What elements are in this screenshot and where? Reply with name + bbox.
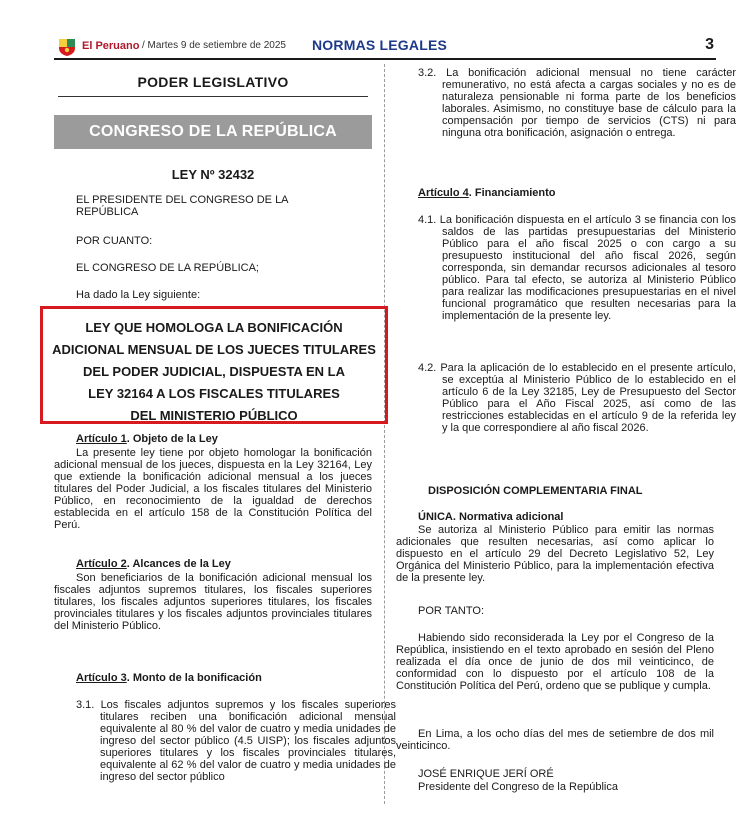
habiendo-text: Habiendo sido reconsiderada la Ley por el Congreso de la República, insistiendo en el texto aprobado en sesión del Pleno realizada el día once de junio de dos mil veinticinco, de conformidad con lo dispuesto por el artículo 108 de la Constitución Política del Perú, ordeno que se publique y cumpla. [396, 632, 714, 692]
article-4-title: . Financiamiento [468, 187, 556, 199]
article-2-text: Son beneficiarios de la bonificación adicional mensual los fiscales adjuntos supremos titulares, los fiscales superiores titulares, los fiscales adjuntos superiores titulares, los fiscales provinciales titulares y los fiscales adjuntos provinciales titulares del Ministerio Público. [54, 572, 372, 632]
page-header [54, 36, 716, 60]
article-2-label: Artículo 2 [76, 558, 127, 570]
por-cuanto: POR CUANTO: [76, 235, 153, 247]
article-2-title: . Alcances de la Ley [126, 558, 231, 570]
article-4-label: Artículo 4 [418, 187, 469, 199]
poder-legislativo-heading: PODER LEGISLATIVO [58, 64, 368, 97]
law-number: LEY Nº 32432 [171, 167, 255, 182]
article-2-heading [76, 558, 231, 570]
article-3-title: . Monto de la bonificación [126, 672, 262, 684]
disposicion-heading: DISPOSICIÓN COMPLEMENTARIA FINAL [428, 485, 643, 497]
law-title-line: LEY QUE HOMOLOGA LA BONIFICACIÓN [85, 320, 343, 335]
article-3-heading [76, 672, 262, 684]
ha-dado: Ha dado la Ley siguiente: [76, 289, 201, 301]
unica-text: Se autoriza al Ministerio Público para emitir las normas adicionales que resulten necesarias, así como aplicar lo dispuesto en el artículo 29 del Decreto Legislativo 52, Ley Orgánica del Ministerio Público, para la implementación efectiva de la presente ley. [396, 524, 714, 584]
presidente-line: EL PRESIDENTE DEL CONGRESO DE LA REPÚBLICA [76, 194, 288, 218]
article-1-heading [76, 433, 218, 445]
article-4-1-text: 4.1. La bonificación dispuesta en el artículo 3 se financia con los saldos de las partidas presupuestarias del Ministerio Público para el año fiscal 2025 o con cargo a su presupuesto institucional del año fiscal 2026, según corresponda, sin demandar recursos adicionales al tesoro público. Para tal efecto, se autoriza al Ministerio Público para realizar las modificaciones presupuestarias en el nivel funcional programático que resulten necesarias para la implementación de la presente ley. [418, 214, 736, 322]
law-title [43, 317, 385, 427]
article-1-label: Artículo 1 [76, 433, 127, 445]
article-1-title: . Objeto de la Ley [126, 433, 218, 445]
law-title-line: DEL PODER JUDICIAL, DISPUESTA EN LA [83, 364, 345, 379]
article-3-2-text: 3.2. La bonificación adicional mensual no tiene carácter remunerativo, no está afecta a cargas sociales y no es de naturaleza pensionable ni forma parte de los beneficios laborales. Asimismo, no constituye base de cálculo para la compensación por tiempo de servicios (CTS) ni para ninguna otra bonificación, asignación o entrega. [418, 67, 736, 139]
congreso-band: CONGRESO DE LA REPÚBLICA [54, 115, 372, 149]
issue-date: / Martes 9 de setiembre de 2025 [142, 40, 286, 51]
page-number: 3 [705, 36, 714, 53]
article-1-text: La presente ley tiene por objeto homologar la bonificación adicional mensual de los jueces, dispuesta en la Ley 32164, Ley que extiende la bonificación adicional mensual a los jueces titulares del Poder Judicial, a los fiscales titulares del Ministerio Público, en reconocimiento de la igualdad de derechos establecida en el artículo 158 de la Constitución Política del Perú. [54, 447, 372, 531]
law-title-line: DEL MINISTERIO PÚBLICO [130, 408, 298, 423]
law-title-line: LEY 32164 A LOS FISCALES TITULARES [88, 386, 340, 401]
article-4-heading [418, 187, 556, 199]
lima-text: En Lima, a los ocho días del mes de setiembre de dos mil veinticinco. [396, 728, 714, 752]
signatory-name: JOSÉ ENRIQUE JERÍ ORÉ [418, 768, 554, 780]
peru-coat-of-arms-icon [56, 37, 78, 57]
article-4-2-text: 4.2. Para la aplicación de lo establecido en el presente artículo, se exceptúa al Ministerio Público de lo establecido en el artículo 6 de la Ley 32185, Ley de Presupuesto del Sector Público para el Año Fiscal 2025, así como de las restricciones establecidas en el artículo 9 de la referida ley y la que correspondiere al año fiscal 2026. [418, 362, 736, 434]
por-tanto: POR TANTO: [418, 605, 485, 617]
article-3-1-text: 3.1. Los fiscales adjuntos supremos y los fiscales superiores titulares reciben una bonificación adicional mensual equivalente al 80 % del valor de cuatro y media unidades de ingreso del sector público (4.5 UISP); los fiscales adjuntos superiores titulares y los fiscales provinciales titulares, equivalente al 62 % del valor de cuatro y media unidades de ingreso del sector público [76, 699, 396, 783]
article-3-label: Artículo 3 [76, 672, 127, 684]
left-column [54, 64, 372, 182]
column-divider [384, 64, 385, 804]
unica-heading: ÚNICA. Normativa adicional [418, 511, 564, 523]
brand-name: El Peruano [82, 40, 140, 52]
congreso-line: EL CONGRESO DE LA REPÚBLICA; [76, 262, 259, 274]
law-title-line: ADICIONAL MENSUAL DE LOS JUECES TITULARES [52, 342, 376, 357]
signatory-role: Presidente del Congreso de la República [418, 781, 618, 793]
section-title: NORMAS LEGALES [312, 37, 448, 53]
